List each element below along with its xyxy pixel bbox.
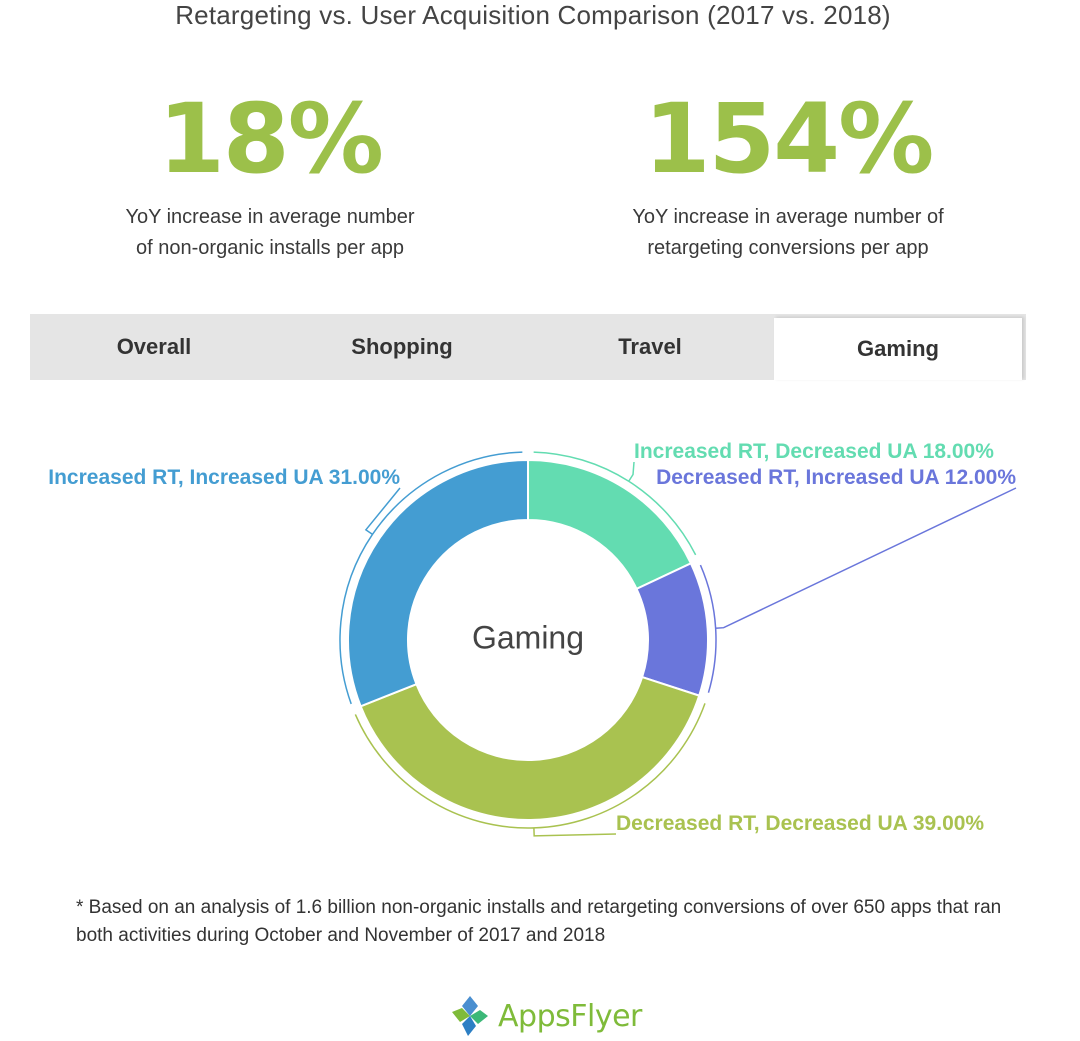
logo-text: AppsFlyer xyxy=(498,998,642,1034)
appsflyer-logo-icon xyxy=(448,994,492,1038)
appsflyer-logo xyxy=(448,994,642,1038)
stat-retargeting-conversions xyxy=(578,84,998,264)
donut-slice-label: Decreased RT, Decreased UA 39.00% xyxy=(616,812,985,835)
chart-center-label: Gaming xyxy=(471,619,585,656)
stat-description: YoY increase in average number of retargeting conversions per app xyxy=(632,206,944,259)
donut-slice-label: Decreased RT, Increased UA 12.00% xyxy=(656,466,1016,489)
stat-value: 18% xyxy=(158,83,382,195)
donut-leader-line xyxy=(700,488,1016,693)
tab-gaming[interactable]: Gaming xyxy=(774,318,1022,380)
donut-chart xyxy=(0,390,1080,860)
footnote: * Based on an analysis of 1.6 billion non-organic installs and retargeting conversions of over 650 apps that ran both activities during October and November of 2017 and 2018 xyxy=(76,897,1002,946)
donut-slice[interactable] xyxy=(348,460,528,706)
page-title: Retargeting vs. User Acquisition Comparison (2017 vs. 2018) xyxy=(175,0,891,30)
donut-slice-label: Increased RT, Decreased UA 18.00% xyxy=(634,440,994,463)
donut-slice[interactable] xyxy=(637,563,708,695)
tab-overall[interactable]: Overall xyxy=(116,334,192,359)
stat-value: 154% xyxy=(643,83,933,195)
stat-description: YoY increase in average number of non-organic installs per app xyxy=(125,206,415,259)
tab-shopping[interactable]: Shopping xyxy=(351,334,453,359)
tab-travel[interactable]: Travel xyxy=(618,334,682,359)
category-tabs xyxy=(30,314,1026,380)
donut-slice[interactable] xyxy=(361,677,700,820)
stat-non-organic-installs xyxy=(60,84,480,264)
donut-slice-label: Increased RT, Increased UA 31.00% xyxy=(48,466,400,489)
